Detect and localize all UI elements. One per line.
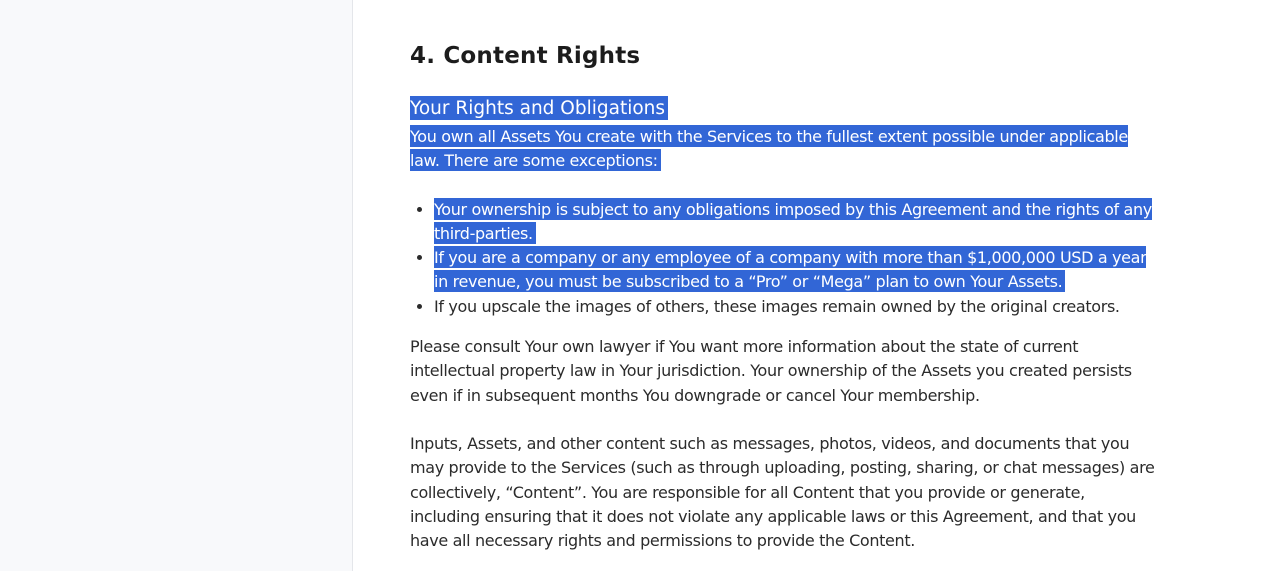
exceptions-list <box>410 198 1155 319</box>
list-item <box>434 198 1155 247</box>
list-item <box>434 295 1155 319</box>
subsection-heading <box>410 94 1155 124</box>
content-paragraph: Inputs, Assets, and other content such as messages, photos, videos, and documents that you may provide to the Services (such as through uploading, posting, sharing, or chat messages) are collectively, “Content”. You are responsible for all Content that you provide or generate, including ensuring that it does not violate any applicable laws or this Agreement, and that you have all necessary rights and permissions to provide the Content. <box>410 433 1155 551</box>
selected-text: If you are a company or any employee of a company with more than $1,000,000 USD a year in revenue, you must be subscribed to a “Pro” or “Mega” plan to own Your Assets. <box>434 248 1147 292</box>
selected-text: You own all Assets You create with the Services to the fullest extent possible under applicable law. There are some exceptions: <box>410 127 1128 171</box>
consult-paragraph: Please consult Your own lawyer if You want more information about the state of current intellectual property law in Your jurisdiction. Your ownership of the Assets you created persists even if in subsequent months You downgrade or cancel Your membership. <box>410 337 1132 405</box>
article-content <box>410 40 1155 553</box>
sidebar <box>0 0 353 571</box>
selected-text: Your Rights and Obligations <box>410 96 668 120</box>
list-item <box>434 246 1155 295</box>
list-item-text: If you upscale the images of others, these images remain owned by the original creators. <box>434 296 1120 316</box>
ownership-paragraph <box>410 125 1155 174</box>
section-heading: 4. Content Rights <box>410 43 641 69</box>
selected-text: Your ownership is subject to any obligations imposed by this Agreement and the rights of any third-parties. <box>434 199 1152 243</box>
